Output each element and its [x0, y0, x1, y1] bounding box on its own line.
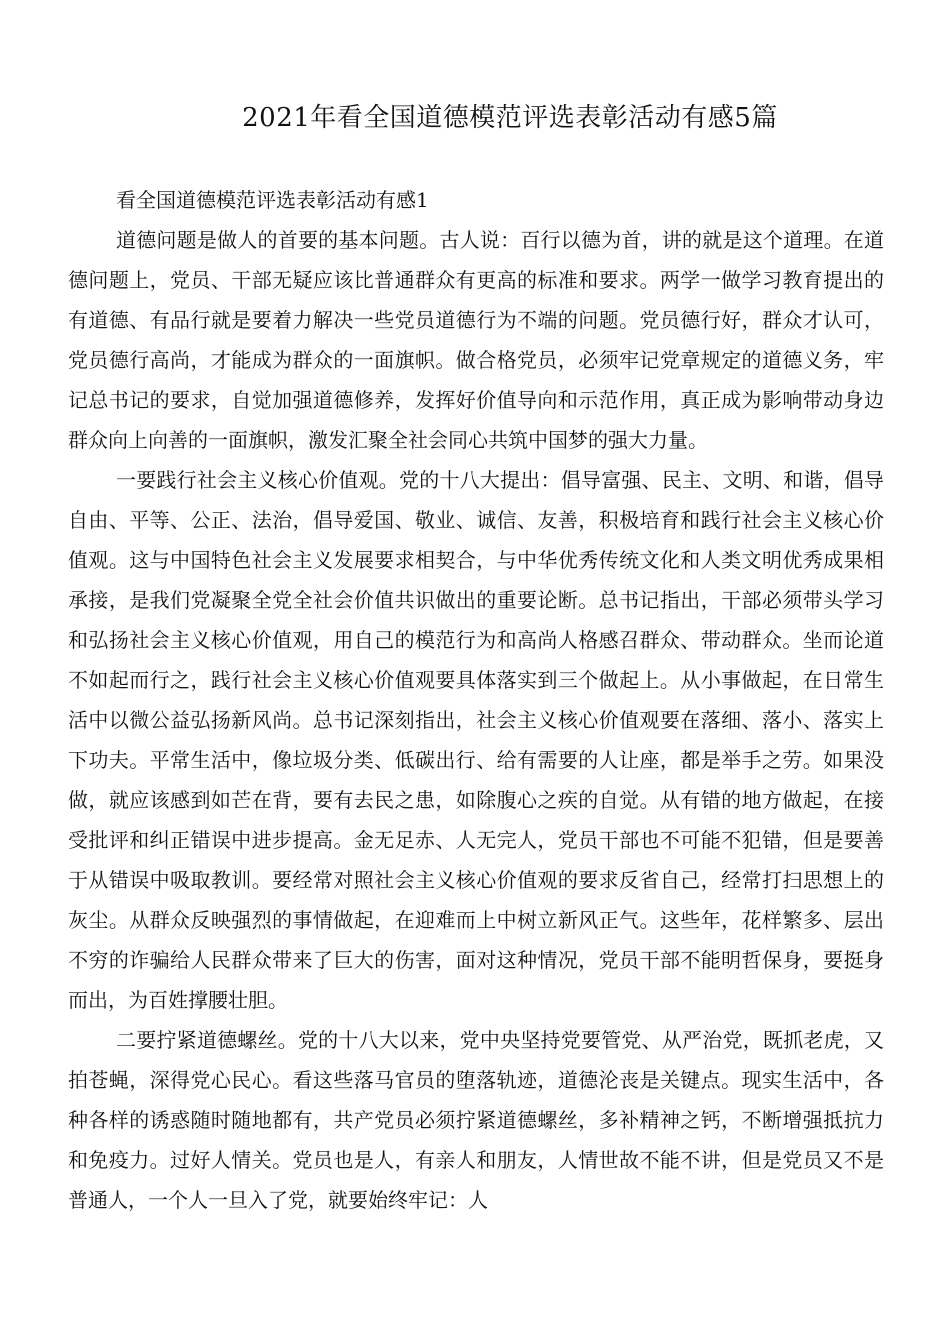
document-title: 2021年看全国道德模范评选表彰活动有感5篇 [242, 103, 778, 133]
paragraph: 道德问题是做人的首要的基本问题。古人说：百行以德为首，讲的就是这个道理。在道德问题上，党员、干部无疑应该比普通群众有更高的标准和要求。两学一做学习教育提出的有道德、有品行就是要着力解决一些党员道德行为不端的问题。党员德行好，群众才认可，党员德行高尚，才能成为群众的一面旗帜。做合格党员，必须牢记党章规定的道德义务，牢记总书记的要求，自觉加强道德修养，发挥好价值导向和示范作用，真正成为影响带动身边群众向上向善的一面旗帜，激发汇聚全社会同心共筑中国梦的强大力量。 [68, 228, 884, 452]
section-heading: 看全国道德模范评选表彰活动有感1 [116, 188, 429, 212]
paragraph: 一要践行社会主义核心价值观。党的十八大提出：倡导富强、民主、文明、和谐，倡导自由、平等、公正、法治，倡导爱国、敬业、诚信、友善，积极培育和践行社会主义核心价值观。这与中国特色社会主义发展要求相契合，与中华优秀传统文化和人类文明优秀成果相承接，是我们党凝聚全党全社会价值共识做出的重要论断。总书记指出，干部必须带头学习和弘扬社会主义核心价值观，用自己的模范行为和高尚人格感召群众、带动群众。坐而论道不如起而行之，践行社会主义核心价值观要具体落实到三个做起上。从小事做起，在日常生活中以微公益弘扬新风尚。总书记深刻指出，社会主义核心价值观要在落细、落小、落实上下功夫。平常生活中，像垃圾分类、低碳出行、给有需要的人让座，都是举手之劳。如果没做，就应该感到如芒在背，要有去民之患，如除腹心之疾的自觉。从有错的地方做起，在接受批评和纠正错误中进步提高。金无足赤、人无完人，党员干部也不可能不犯错，但是要善于从错误中吸取教训。要经常对照社会主义核心价值观的要求反省自己，经常打扫思想上的灰尘。从群众反映强烈的事情做起，在迎难而上中树立新风正气。这些年，花样繁多、层出不穷的诈骗给人民群众带来了巨大的伤害，面对这种情况，党员干部不能明哲保身，要挺身而出，为百姓撑腰壮胆。 [68, 468, 884, 1012]
document-body [68, 180, 884, 1220]
paragraph: 二要拧紧道德螺丝。党的十八大以来，党中央坚持党要管党、从严治党，既抓老虎，又拍苍蝇，深得党心民心。看这些落马官员的堕落轨迹，道德沦丧是关键点。现实生活中，各种各样的诱惑随时随地都有，共产党员必须拧紧道德螺丝，多补精神之钙，不断增强抵抗力和免疫力。过好人情关。党员也是人，有亲人和朋友，人情世故不能不讲，但是党员又不是普通人，一个人一旦入了党，就要始终牢记：人 [68, 1028, 884, 1212]
